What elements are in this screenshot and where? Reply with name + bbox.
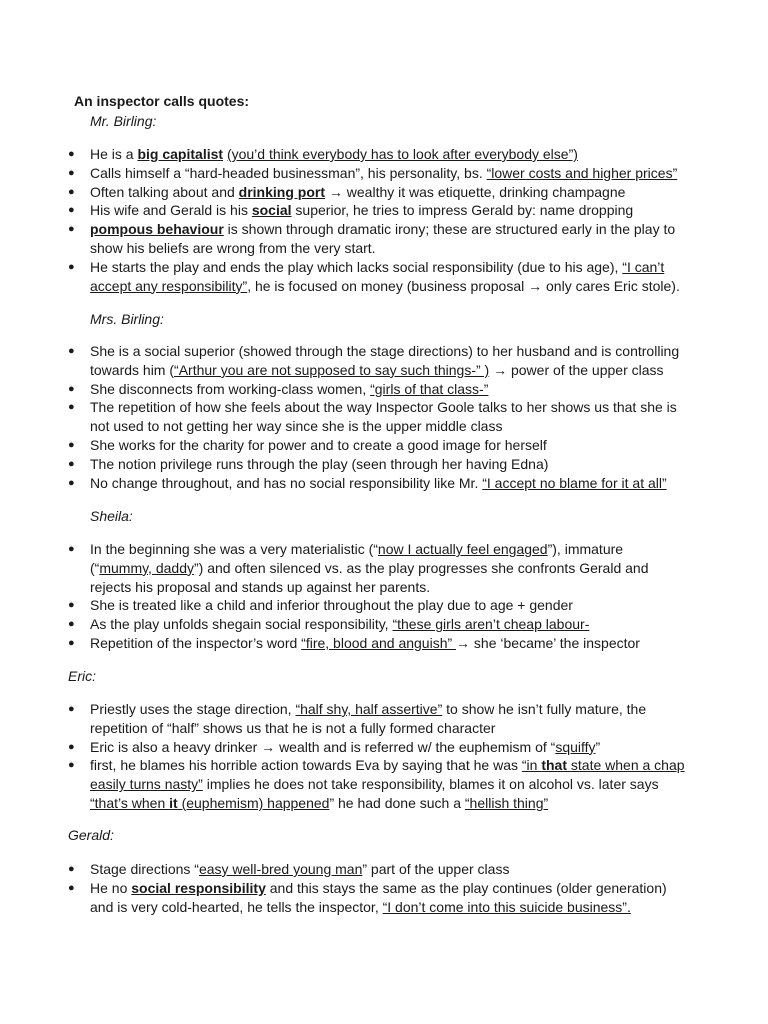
text-run: mummy, daddy [99, 559, 194, 576]
bullet-icon: ● [68, 223, 75, 236]
heading-mr-birling: Mr. Birling: [90, 113, 157, 129]
text-run: ” he had done such a [329, 794, 465, 811]
bullet-item [0, 201, 768, 220]
list-eric [0, 700, 768, 813]
text-run: The notion privilege runs through the play (seen through her having Edna) [90, 455, 549, 472]
text-run: easy well-bred young man [198, 861, 363, 877]
text-run: that [541, 757, 567, 774]
bullet-icon: ● [68, 438, 75, 451]
bullet-item [0, 342, 768, 380]
text-run: drinking port [238, 183, 325, 200]
bullet-item [0, 756, 768, 812]
text-run: now I actually feel engaged [377, 541, 548, 557]
bullet-item [0, 540, 768, 596]
text-run: He starts the play and ends the play which lacks social responsibility (due to his age), [90, 258, 623, 275]
bullet-icon: ● [68, 599, 75, 612]
text-run: “I can’t accept any responsibility” [90, 258, 665, 294]
text-run: (euphemism) happened [177, 794, 330, 811]
bullet-item [0, 879, 768, 917]
text-run: to show he isn’t fully mature, the repetition of “half” shows us that he is not a fully formed character [90, 701, 647, 736]
text-run: pompous behaviour [90, 221, 224, 238]
bullet-item [0, 474, 768, 493]
heading-gerald: Gerald: [68, 827, 114, 843]
heading-sheila: Sheila: [90, 508, 133, 524]
text-run: As the play unfolds shegain social responsibility, [90, 616, 393, 633]
text-run: ”) and often silenced vs. as the play progresses she confronts Gerald and rejects his proposal and stands up against her parents. [90, 559, 649, 595]
document-title: An inspector calls quotes: [74, 93, 250, 109]
text-run: Priestly uses the stage direction, [90, 701, 296, 717]
bullet-item [0, 615, 768, 634]
text-run: → power of the upper class [489, 361, 664, 378]
text-run: ” part of the upper class [362, 861, 510, 877]
text-run: “girls of that class-” [370, 380, 489, 397]
text-run: social [251, 202, 292, 219]
text-run: big capitalist [137, 146, 224, 162]
text-run: Repetition of the inspector’s word [90, 634, 302, 651]
bullet-item [0, 700, 768, 738]
text-run: She disconnects from working-class women, [90, 380, 371, 397]
text-run: superior, he tries to impress Gerald by: name dropping [291, 202, 634, 219]
bullet-icon: ● [68, 382, 75, 395]
bullet-icon: ● [68, 345, 75, 357]
text-run: and this stays the same as the play continues (older generation) and is very cold-hearted, he tells the inspector, [90, 879, 667, 915]
list-mr-birling [0, 145, 768, 295]
text-run: His wife and Gerald is his [90, 202, 252, 219]
bullet-item [0, 258, 768, 296]
text-run: Eric is also a heavy drinker → wealth and is referred w/ the euphemism of “ [90, 738, 556, 755]
list-sheila [0, 540, 768, 653]
text-run: social responsibility [131, 879, 266, 896]
text-run: implies he does not take responsibility, blames it on alcohol vs. later says [202, 776, 659, 793]
bullet-item [0, 380, 768, 399]
text-run: No change throughout, and has no social responsibility like Mr. [90, 474, 483, 491]
text-run: “these girls aren’t cheap labour- [392, 616, 590, 633]
text-run: “hellish thing” [464, 794, 549, 811]
text-run: “half shy, half assertive” [295, 701, 443, 717]
heading-mrs-birling: Mrs. Birling: [90, 311, 164, 327]
bullet-item [0, 634, 768, 653]
text-run: In the beginning she was a very materialistic (“ [90, 541, 378, 557]
text-run: She works for the charity for power and to create a good image for herself [90, 436, 547, 453]
bullet-item [0, 145, 768, 164]
bullet-icon: ● [68, 148, 75, 160]
bullet-item [0, 738, 768, 757]
text-run: The repetition of how she feels about the way Inspector Goole talks to her shows us that she is not used to not getting her way since she is the upper middle class [90, 399, 677, 435]
text-run: He no [90, 879, 132, 896]
bullet-item [0, 164, 768, 183]
heading-eric: Eric: [68, 668, 96, 684]
bullet-item [0, 860, 768, 879]
bullet-item [0, 220, 768, 258]
bullet-icon: ● [68, 401, 75, 414]
text-run: → she ‘became’ the inspector [456, 634, 640, 651]
bullet-item [0, 183, 768, 202]
text-run: first, he blames his horrible action towards Eva by saying that he was [90, 757, 522, 774]
text-run: ”), immature (“ [90, 541, 624, 576]
bullet-icon: ● [68, 204, 75, 217]
bullet-item [0, 596, 768, 615]
text-run: is shown through dramatic irony; these are structured early in the play to show his beliefs are wrong from the very start. [90, 221, 676, 256]
bullet-icon: ● [68, 260, 75, 273]
bullet-icon: ● [68, 618, 75, 631]
text-run: “fire, blood and anguish” [301, 634, 457, 651]
text-run: state when a chap easily turns nasty” [90, 757, 685, 793]
bullet-icon: ● [68, 166, 75, 179]
text-run: “I don’t come into this suicide business”. [382, 898, 631, 915]
text-run: “I accept no blame for it at all” [482, 474, 667, 491]
text-run: She is treated like a child and inferior throughout the play due to age + gender [90, 597, 573, 614]
bullet-item [0, 436, 768, 455]
bullet-icon: ● [68, 476, 75, 489]
text-run: → wealthy it was etiquette, drinking champagne [325, 183, 626, 200]
text-run: Calls himself a “hard-headed businessman”, his personality, bs. [90, 164, 487, 181]
text-run: “Arthur you are not supposed to say such things-” ) [174, 361, 490, 378]
bullet-item [0, 455, 768, 474]
list-mrs-birling [0, 342, 768, 492]
bullet-icon: ● [68, 543, 75, 555]
text-run: (you’d think everybody has to look after everybody else”) [226, 146, 578, 162]
list-gerald [0, 860, 768, 916]
text-run: it [169, 794, 178, 811]
text-run: Stage directions “ [90, 861, 199, 877]
bullet-icon: ● [68, 740, 75, 753]
text-run: She is a social superior (showed through the stage directions) to her husband and is controlling towards him ( [90, 343, 680, 378]
text-run: squiffy [555, 738, 596, 755]
text-run: , he is focused on money (business proposal → only cares Eric stole). [247, 277, 680, 294]
text-run: ” [595, 738, 601, 755]
bullet-icon: ● [68, 636, 75, 649]
bullet-icon: ● [68, 703, 75, 715]
bullet-item [0, 398, 768, 436]
bullet-icon: ● [68, 457, 75, 470]
bullet-icon: ● [68, 863, 75, 875]
text-run: “that’s when [90, 794, 170, 811]
bullet-icon: ● [68, 759, 75, 772]
text-run: “in [521, 757, 542, 774]
text-run: “lower costs and higher prices” [486, 164, 678, 181]
bullet-icon: ● [68, 185, 75, 198]
text-run: He is a [90, 146, 138, 162]
bullet-icon: ● [68, 881, 75, 894]
text-run: Often talking about and [90, 183, 239, 200]
